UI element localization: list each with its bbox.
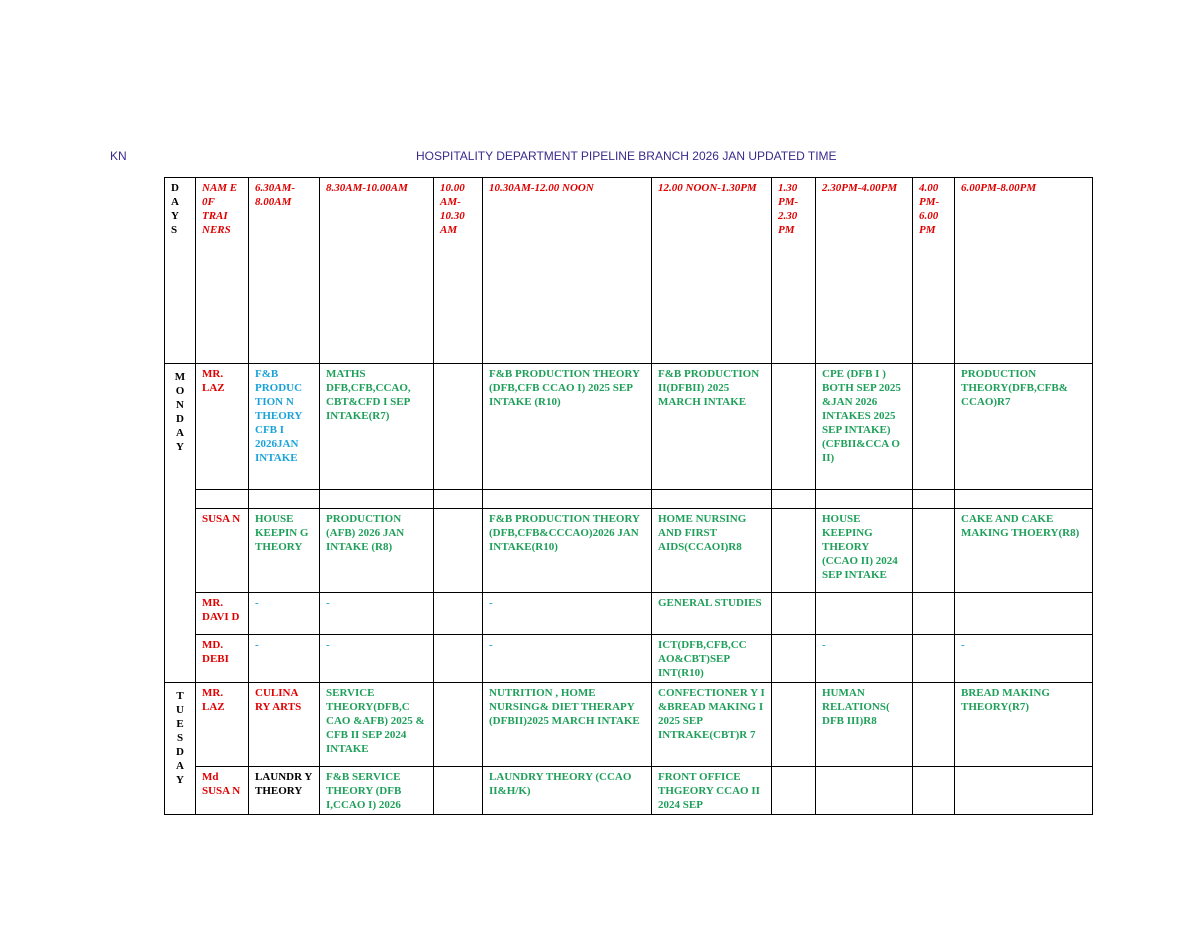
column-header-slot: 8.30AM-10.00AM [320, 178, 434, 364]
spacer-row [165, 490, 1093, 509]
table-row [165, 364, 1093, 490]
session-cell: - [249, 593, 320, 635]
column-header-slot: 4.00 PM-6.00 PM [913, 178, 955, 364]
day-letter: U [176, 704, 184, 716]
session-cell: CAKE AND CAKE MAKING THOERY(R8) [955, 509, 1093, 593]
empty-cell [249, 490, 320, 509]
page-title: HOSPITALITY DEPARTMENT PIPELINE BRANCH 2026 JAN UPDATED TIME [416, 149, 837, 163]
table-row [165, 767, 1093, 815]
empty-cell [955, 490, 1093, 509]
empty-cell [320, 490, 434, 509]
empty-cell [772, 490, 816, 509]
column-header-slot: 12.00 NOON-1.30PM [652, 178, 772, 364]
session-cell [816, 593, 913, 635]
session-cell [434, 364, 483, 490]
trainer-name: MR. LAZ [196, 683, 249, 767]
column-header-slot: 10.30AM-12.00 NOON [483, 178, 652, 364]
day-letter: Y [176, 774, 184, 786]
trainer-name: Md SUSA N [196, 767, 249, 815]
table-row [165, 509, 1093, 593]
session-cell [772, 767, 816, 815]
table-row [165, 683, 1093, 767]
session-cell: CULINA RY ARTS [249, 683, 320, 767]
session-cell: GENERAL STUDIES [652, 593, 772, 635]
session-cell: HUMAN RELATIONS( DFB III)R8 [816, 683, 913, 767]
empty-cell [483, 490, 652, 509]
session-cell [772, 635, 816, 683]
session-cell: LAUNDR Y THEORY [249, 767, 320, 815]
table-row [165, 635, 1093, 683]
session-cell [434, 593, 483, 635]
session-cell [772, 509, 816, 593]
table-row [165, 593, 1093, 635]
day-letter: A [176, 427, 184, 439]
session-cell: LAUNDRY THEORY (CCAO II&H/K) [483, 767, 652, 815]
trainer-name: MR. DAVI D [196, 593, 249, 635]
session-cell: - [249, 635, 320, 683]
session-cell [434, 767, 483, 815]
days-letter: D [171, 182, 179, 194]
session-cell [955, 767, 1093, 815]
session-cell: FRONT OFFICE THGEORY CCAO II 2024 SEP [652, 767, 772, 815]
session-cell [913, 635, 955, 683]
session-cell [772, 593, 816, 635]
empty-cell [652, 490, 772, 509]
trainer-name: SUSA N [196, 509, 249, 593]
session-cell [434, 683, 483, 767]
timetable [164, 177, 1093, 815]
day-letter: D [176, 746, 184, 758]
session-cell: - [320, 593, 434, 635]
session-cell: PRODUCTION THEORY(DFB,CFB& CCAO)R7 [955, 364, 1093, 490]
session-cell [913, 767, 955, 815]
session-cell [913, 364, 955, 490]
column-header-slot: 1.30 PM-2.30 PM [772, 178, 816, 364]
day-label-tuesday [165, 683, 196, 815]
trainer-name: MD. DEBI [196, 635, 249, 683]
empty-cell [434, 490, 483, 509]
session-cell: F&B PRODUCTION THEORY (DFB,CFB CCAO I) 2025 SEP INTAKE (R10) [483, 364, 652, 490]
column-header-slot: 2.30PM-4.00PM [816, 178, 913, 364]
session-cell: HOUSE KEEPIN G THEORY [249, 509, 320, 593]
trainer-name: MR. LAZ [196, 364, 249, 490]
session-cell: BREAD MAKING THEORY(R7) [955, 683, 1093, 767]
session-cell: F&B PRODUCTION II(DFBII) 2025 MARCH INTAKE [652, 364, 772, 490]
day-letter: S [176, 732, 184, 744]
empty-cell [196, 490, 249, 509]
session-cell [955, 593, 1093, 635]
session-cell: - [483, 593, 652, 635]
session-cell: CPE (DFB I ) BOTH SEP 2025 &JAN 2026 INTAKES 2025 SEP INTAKE) (CFBII&CCA O II) [816, 364, 913, 490]
session-cell: PRODUCTION (AFB) 2026 JAN INTAKE (R8) [320, 509, 434, 593]
session-cell: NUTRITION , HOME NURSING& DIET THERAPY (DFBII)2025 MARCH INTAKE [483, 683, 652, 767]
session-cell: F&B PRODUC TION N THEORY CFB I 2026JAN INTAKE [249, 364, 320, 490]
column-header-slot: 10.00 AM-10.30 AM [434, 178, 483, 364]
session-cell: F&B PRODUCTION THEORY (DFB,CFB&CCCAO)2026 JAN INTAKE(R10) [483, 509, 652, 593]
empty-cell [913, 490, 955, 509]
day-letter: O [175, 385, 185, 397]
session-cell [772, 364, 816, 490]
session-cell: HOUSE KEEPING THEORY (CCAO II) 2024 SEP INTAKE [816, 509, 913, 593]
column-header-slot: 6.00PM-8.00PM [955, 178, 1093, 364]
session-cell [913, 593, 955, 635]
session-cell [434, 635, 483, 683]
session-cell [772, 683, 816, 767]
session-cell: - [816, 635, 913, 683]
session-cell [913, 509, 955, 593]
day-letter: D [176, 413, 184, 425]
session-cell: - [955, 635, 1093, 683]
day-letter: A [176, 760, 184, 772]
session-cell: - [483, 635, 652, 683]
session-cell [816, 767, 913, 815]
header-left-code: KN [110, 149, 127, 163]
days-letter: S [171, 224, 178, 236]
day-label-monday [165, 364, 196, 683]
empty-cell [816, 490, 913, 509]
session-cell: SERVICE THEORY(DFB,C CAO &AFB) 2025 & CFB II SEP 2024 INTAKE [320, 683, 434, 767]
column-header-slot: 6.30AM-8.00AM [249, 178, 320, 364]
header-row [165, 178, 1093, 364]
day-letter: M [174, 371, 186, 383]
day-letter: Y [176, 441, 184, 453]
session-cell [434, 509, 483, 593]
days-letter: A [171, 196, 179, 208]
day-letter: N [176, 399, 184, 411]
days-letter: Y [171, 210, 179, 222]
column-header-trainers: NAM E 0F TRAI NERS [196, 178, 249, 364]
session-cell [913, 683, 955, 767]
days-label [165, 178, 196, 364]
session-cell: HOME NURSING AND FIRST AIDS(CCAOI)R8 [652, 509, 772, 593]
session-cell: MATHS DFB,CFB,CCAO, CBT&CFD I SEP INTAKE(R7) [320, 364, 434, 490]
day-letter: T [176, 690, 184, 702]
day-letter: E [176, 718, 184, 730]
session-cell: CONFECTIONER Y I &BREAD MAKING I 2025 SEP INTRAKE(CBT)R 7 [652, 683, 772, 767]
session-cell: F&B SERVICE THEORY (DFB I,CCAO I) 2026 [320, 767, 434, 815]
session-cell: - [320, 635, 434, 683]
session-cell: ICT(DFB,CFB,CC AO&CBT)SEP INT(R10) [652, 635, 772, 683]
